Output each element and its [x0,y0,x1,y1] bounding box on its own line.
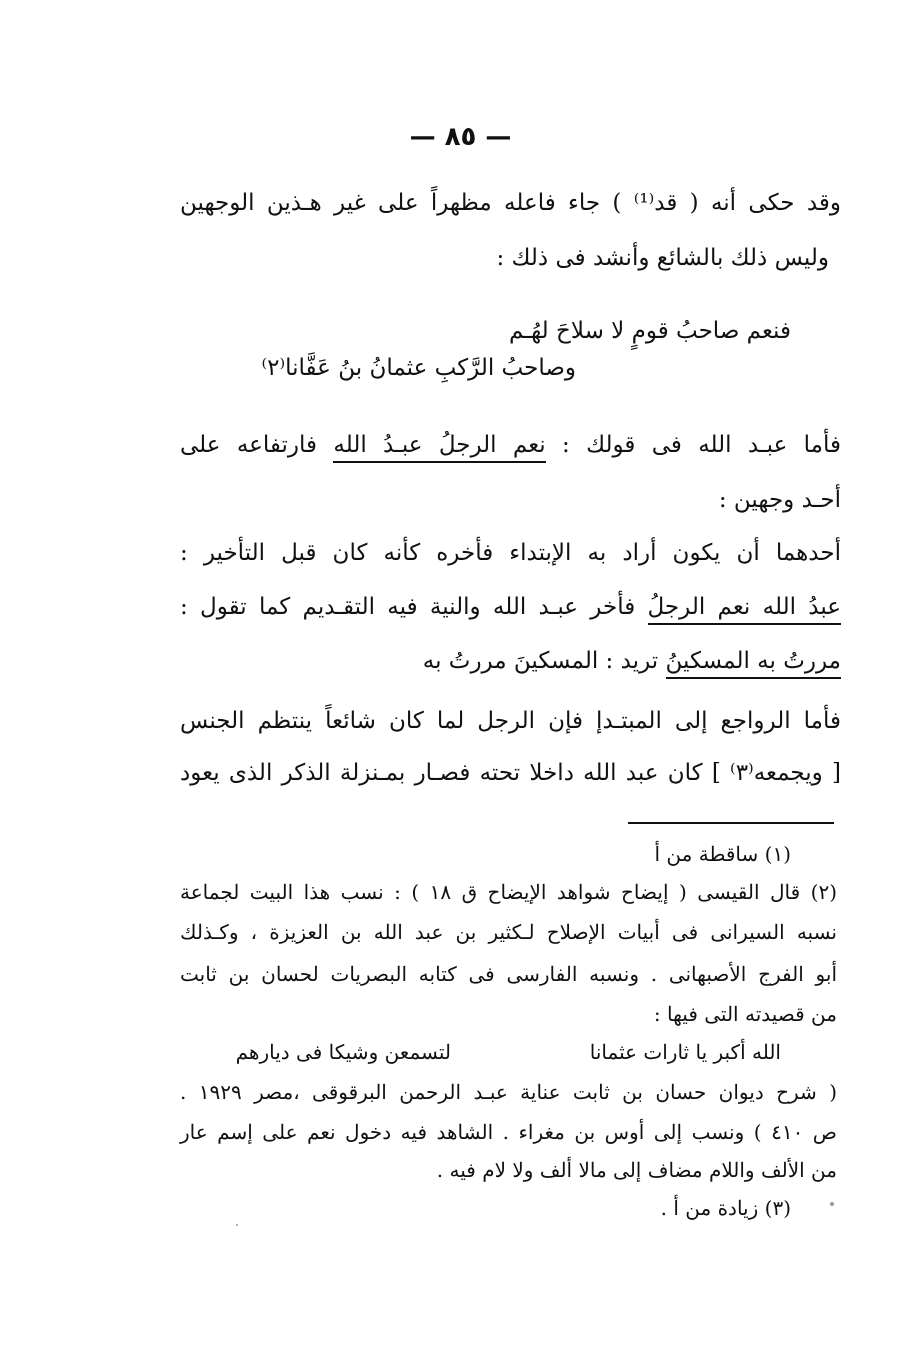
footnote-2-line-3: أبو الفرج الأصبهانى . ونسبه الفارسى فى كتابه البصريات لحسان بن ثابت [180,962,837,986]
verse-line-1: فنعم صاحبُ قومٍ لا سلاحَ لهُـم [509,318,791,344]
underlined-phrase: نعم الرجلُ عبـدُ الله [333,432,545,463]
body-line-6 [180,594,841,622]
verse-line-2: وصاحبُ الرَّكبِ عثمانُ بنُ عَفَّانا⁽٢⁾ [261,355,576,381]
body-text: فأما عبـد الله فى قولك : [545,432,841,458]
body-line-2: وليس ذلك بالشائع وأنشد فى ذلك : [496,245,829,271]
body-text: فارتفاعه على [180,432,334,458]
footnote-2-line-7: من الألف واللام مضاف إلى مالا ألف ولا لام فيه . [436,1158,837,1182]
footnote-2-line-1: (٢) قال القيسى ( إيضاح شواهد الإيضاح ق ١٨ ) : نسب هذا البيت لجماعة [180,880,837,904]
body-text: فأخر عبـد الله والنية فيه التقـديم كما تقول : [180,594,648,620]
body-line-5: أحدهما أن يكون أراد به الإبتداء فأخره كأنه كان قبل التأخير : [180,540,841,566]
footnote-1: (١) ساقطة من أ [654,842,791,866]
underlined-phrase: عبدُ الله نعم الرجلُ [648,594,842,625]
body-line-7 [180,648,841,676]
footnote-2-verse-hemistich-1: لتسمعن وشيكا فى ديارهم [235,1040,451,1064]
scan-speck [830,1202,834,1206]
body-line-8: فأما الرواجع إلى المبتـدإ فإن الرجل لما كان شائعاً ينتظم الجنس [180,708,841,734]
footnote-2-verse-hemistich-2: الله أكبر يا ثارات عثمانا [589,1040,781,1064]
body-line-4: أحـد وجهين : [718,487,841,513]
underlined-phrase: مررتُ به المسكينُ [666,648,842,679]
footnote-2-line-2: نسبه السيرانى فى أبيات الإصلاح لـكثير بن عبد الله بن العزيزة ، وكـذلك [180,920,837,944]
body-line-3 [180,432,841,460]
footnote-2-line-4: من قصيدته التى فيها : [653,1002,837,1026]
body-text: تريد : المسكينَ مررتُ به [422,648,666,674]
footnote-2-line-5: ( شرح ديوان حسان بن ثابت عناية عبـد الرحمن البرقوقى ،مصر ١٩٢٩ . [180,1080,837,1104]
scan-speck [236,1224,238,1226]
body-line-1: وقد حكى أنه ( قد⁽¹⁾ ) جاء فاعله مظهراً على غير هـذين الوجهين [180,190,841,216]
footnote-2-line-6: ص ٤١٠ ) ونسب إلى أوس بن مغراء . الشاهد فيه دخول نعم على إسم عار [180,1120,837,1144]
footnote-3: (٣) زيادة من أ . [660,1196,791,1220]
footnote-divider [628,822,834,824]
body-line-9: [ ويجمعه⁽٣⁾ ] كان عبد الله داخلا تحته فصـار بمـنزلة الذكر الذى يعود [180,760,841,786]
page-number: — ٨٥ — [409,122,512,152]
